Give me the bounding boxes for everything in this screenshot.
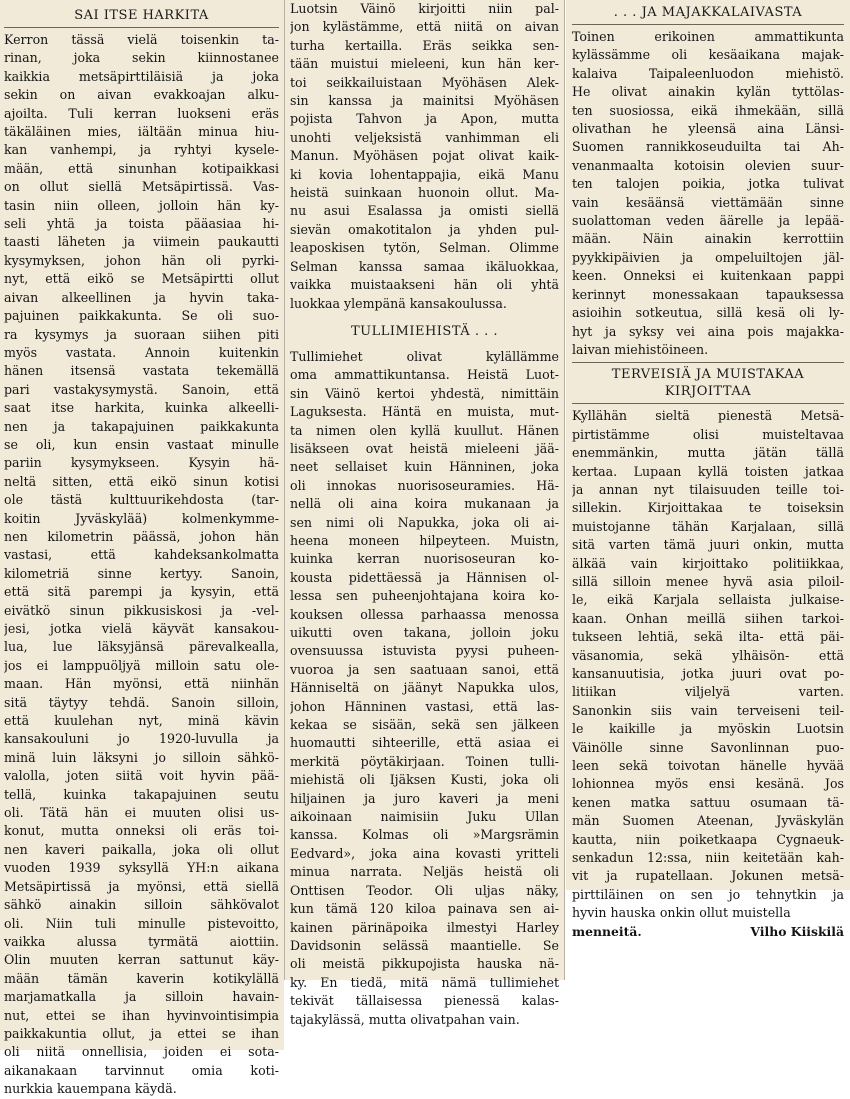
text-line: sievän omakotitalon ja yhden pul- (290, 221, 559, 237)
text-line: sitä varten tämä juuri onkin, mutta (572, 537, 844, 553)
text-line: mään, että sinunhan kotipaikkasi (4, 160, 279, 176)
article-text (290, 348, 559, 1029)
text-line: konut, mutta onneksi oli eräs toi- (4, 823, 279, 839)
text-line: sekin on aivan evakkoajan alku- (4, 87, 279, 103)
text-line: sin Väinö kertoi yhdestä, nimittäin (290, 385, 559, 401)
text-line: aivan alkeellinen ja hyvin taka- (4, 289, 279, 305)
text-line: pajuinen paikkakunta. Se oli suo- (4, 308, 279, 324)
text-line: ky. En tiedä, mitä nämä tullimiehet (290, 974, 559, 990)
text-line: rinan, joka sekin kiinnostanee (4, 50, 279, 66)
text-line: kautta, niin poiketkaapa Cygnaeuk- (572, 831, 844, 847)
text-line: pariin kysymykseen. Kysyin hä- (4, 455, 279, 471)
text-line: oli meistä pikkupojista hauska nä- (290, 956, 559, 972)
text-line: Väinölle sinne Savonlinnan puo- (572, 739, 844, 755)
text-line: Manun. Myöhäsen pojat olivat kaik- (290, 148, 559, 164)
text-line: ta nimen olen kyllä kuullut. Hänen (290, 422, 559, 438)
text-line: nen kaveri paikalla, joka oli ollut (4, 841, 279, 857)
text-line: ten suosiossa, eikä ihmekään, sillä (572, 102, 844, 118)
text-line: kun tämä 120 kiloa painava sen ai- (290, 901, 559, 917)
text-line: tekivät tällaisessa pienessä kalas- (290, 993, 559, 1009)
text-line: koitin Jyväskylää) kolmenkymme- (4, 510, 279, 526)
text-line: Hänniseltä on jäänyt Napukka ulos, (290, 680, 559, 696)
text-line: taasti läheten ja viimein paukautti (4, 234, 279, 250)
heading-rule (572, 24, 844, 25)
text-line: venanmaalta kotoisin olevien suur- (572, 157, 844, 173)
text-line: jos ei lamppuöljyä milloin satu ole- (4, 657, 279, 673)
text-line: uikutti oven takana, jolloin joku (290, 625, 559, 640)
text-line: leen sekä toivotan hänelle hyvää (572, 758, 844, 774)
text-line: myös vastata. Annoin kuitenkin (4, 344, 279, 360)
text-line: mään tämän kaverin kotikylällä (4, 970, 279, 986)
article-text (4, 31, 279, 1099)
text-line: oli. Tätä hän ei muuten olisi us- (4, 805, 279, 821)
text-line: kertaa. Lupaan kyllä toisten jatkaa (572, 463, 844, 479)
text-line: saat itse harkita, kuinka alkeelli- (4, 400, 279, 416)
text-line: laivan miehistöineen. (572, 341, 709, 357)
text-line: vit ja rupatellaan. Jokunen metsä- (572, 868, 844, 884)
text-line: aikoinaan naimisiin Juku Ullan (290, 809, 559, 825)
text-line: pari vastakysymystä. Sanoin, että (4, 381, 279, 397)
text-line: kousta pidettäessä ja Hännisen ol- (290, 569, 559, 585)
text-line: kaan. Onhan meillä siihen tarkoi- (572, 610, 844, 626)
text-line: oli innokas nuorisoseuramies. Hä- (290, 477, 559, 493)
text-line: nen ja takapajuinen paikkakunta (4, 418, 279, 434)
text-line: maan. Hän myönsi, että niinhän (4, 676, 279, 692)
text-line: olivathan he yleensä aina Länsi- (572, 121, 844, 137)
column-3 (566, 0, 850, 939)
text-line: Eedvard», joka aina kovasti yritteli (290, 845, 559, 861)
text-line: le kaikille ja myöskin Luotsin (572, 721, 844, 737)
text-line: ten talojen poikia, jotka tulivat (572, 176, 844, 192)
text-line: Davidsonin selässä maantielle. Se (290, 937, 559, 953)
text-line: tukseen lehtiä, sekä ilta- että päi- (572, 629, 844, 645)
text-line: hyt ja syksy vei aina pois majakka- (572, 323, 844, 339)
text-line: hyvin hauska onkin ollut muistella (572, 905, 791, 921)
text-line: tasin niin olleen, jolloin hän ky- (4, 197, 279, 213)
text-line: neet sellaiset kuin Hänninen, joka (290, 459, 559, 475)
text-line: valolla, joten siitä voit hyvin pää- (4, 768, 279, 784)
text-line: ajoilta. Tuli kerran luokseni eräs (4, 105, 279, 121)
text-line: vaikka muistaakseni hän oli yhtä (290, 277, 559, 293)
text-line: senkadun 12:ssa, niin keitetään kah- (572, 850, 844, 866)
text-line: oma ammattikuntansa. Heistä Luot- (290, 367, 559, 383)
heading-rule (4, 27, 279, 28)
section-heading: TULLIMIEHISTÄ . . . (351, 323, 498, 339)
text-line: nyt, että eikö se Metsäpirtti ollut (4, 271, 279, 287)
text-line: Toinen erikoinen ammattikunta (572, 29, 844, 44)
text-line: jesi, jotka vielä käyvät kansakou- (4, 621, 279, 636)
text-line: marjamatkalla ja silloin havain- (4, 989, 279, 1005)
text-line: minä luin läksyni jo silloin sähkö- (4, 749, 279, 765)
text-line: vaikka alussa tyrmätä aiottiin. (4, 933, 279, 949)
text-line: ovensuussa istuvista pyysi puheen- (290, 643, 559, 659)
text-line: väsanomia, sekä ylhäisön- että (572, 647, 844, 663)
text-line: aikanakaan tarvinnut omia koti- (4, 1062, 279, 1078)
text-line: huomautti sihteerille, että asiaa ei (290, 735, 559, 751)
text-line: Kerron tässä vielä toisenkin ta- (4, 32, 279, 47)
signature-lead: menneitä. (572, 923, 642, 939)
text-line: mään. Näin ainakin kerrottiin (572, 231, 844, 247)
text-line: le, eikä Karjala sellaista julkaise- (572, 592, 844, 608)
text-line: toi seikkailuistaan Myöhäsen Alek- (290, 74, 559, 90)
text-line: pojista Tahvon ja Apon, mutta (290, 111, 559, 127)
text-line: hänen itsensä vastata tekemällä (4, 363, 279, 379)
text-line: asioihin sotkeutua, sillä kesä oli ly- (572, 305, 844, 321)
text-line: vuoroa ja sen saatuaan sanoi, että (290, 661, 559, 677)
text-line: johon Hänninen vastasi, että las- (290, 698, 559, 714)
text-line: män Suomen Ateenan, Jyväskylän (572, 813, 844, 829)
text-line: sin kanssa ja mainitsi Myöhäsen (290, 93, 559, 109)
text-line: turha kertailla. Eräs seikka sen- (290, 37, 559, 53)
text-line: pirtistämme olisi muisteltavaa (572, 426, 844, 442)
text-line: ra kysymys ja suoraan siihen piti (4, 326, 279, 342)
text-line: tellä, kuinka takapajuinen seutu (4, 786, 279, 802)
text-line: oli. Niin tuli minulle pistevoitto, (4, 915, 279, 931)
text-line: leaposkisen tytön, Selman. Olimme (290, 240, 559, 256)
text-line: Suomen rannikkoseuduilta tai Ah- (572, 139, 844, 155)
text-line: kaikkia metsäpirttiläisiä ja joka (4, 68, 279, 84)
text-line: nen kilometrin päässä, johon hän (4, 528, 279, 544)
text-line: muistojanne tähän Karjalaan, sillä (572, 518, 844, 534)
text-line: ki kovia lohentappajia, eikä Manu (290, 166, 559, 182)
text-line: vastasi, että kahdeksankolmatta (4, 547, 279, 563)
text-line: minua narrata. Neljäs heistä oli (290, 864, 559, 880)
text-line: sillä silloin menee hyvä asia piloil- (572, 573, 844, 589)
text-line: nurkkia kauempana käydä. (4, 1081, 177, 1097)
text-line: kansanuutisia, jotka juuri ovat po- (572, 666, 844, 681)
text-line: suolattoman veden äärelle ja lepää- (572, 213, 844, 229)
text-line: ole tästä kulttuurikehdosta (tar- (4, 492, 279, 508)
text-line: kysymyksen, johon hän oli pyrki- (4, 252, 279, 268)
text-line: tään muistui mieleeni, kun hän ker- (290, 56, 559, 72)
text-line: litiikan viljelyä varten. (572, 684, 844, 700)
text-line: Sanonkin siis vain terveiseni teil- (572, 702, 844, 718)
text-line: seli yhtä ja toista pääasiaa hi- (4, 216, 279, 232)
text-line: Kyllähän sieltä pienestä Metsä- (572, 408, 844, 424)
text-line: kouksen ollessa parhaassa menossa (290, 606, 559, 622)
article-text (572, 407, 844, 922)
text-line: heistä suinkaan huonoin ollut. Ma- (290, 185, 559, 201)
text-line: hiljainen ja juro kaveri ja meni (290, 790, 559, 806)
text-line: keen. Onneksi ei kuitenkaan pappi (572, 268, 844, 284)
text-line: ja annan nyt tilaisuuden teille toi- (572, 481, 844, 497)
text-line: nut, ettei se ihan hyvinvointisimpia (4, 1007, 279, 1023)
text-line: älkää vain kirjoittako politiikkaa, (572, 555, 844, 571)
text-line: kainen pärinäpoika ilmestyi Harley (290, 919, 559, 935)
text-line: kylässämme oli kesäaikana majak- (572, 47, 844, 63)
text-line: enemmänkin, mutta jätän tällä (572, 445, 844, 461)
text-line: pirttiläinen on sen jo tehnytkin ja (572, 886, 844, 902)
section-rule (572, 362, 844, 363)
column-1 (0, 0, 284, 1097)
text-line: nellä oli aina koira mukanaan ja (290, 496, 559, 512)
text-line: kuinka kerran nuorisoseuran ko- (290, 551, 559, 567)
text-line: että sitä parempi ja kysyin, että (4, 584, 279, 600)
column-2 (284, 0, 565, 1027)
text-line: sillekin. Kirjoittakaa te toiseksin (572, 500, 844, 516)
text-line: Luotsin Väinö kirjoitti niin pal- (290, 1, 559, 16)
text-line: lohionnea myös ensi kesänä. Jos (572, 776, 844, 792)
text-line: vuoden 1939 syksyllä YH:n aikana (4, 860, 279, 876)
text-line: eivätkö sinun pikkusiskosi ja -vel- (4, 602, 279, 618)
text-line: lisäkseen ovat heistä mieleeni jää- (290, 440, 559, 456)
text-line: kilometriä sinne kertyy. Sanoin, (4, 565, 279, 581)
text-line: täkäläinen mies, iältään minua hiu- (4, 124, 279, 140)
section-heading: TERVEISIÄ JA MUISTAKAA KIRJOITTAA (611, 367, 805, 400)
text-line: miehistä oli Ijäksen Kusti, joka oli (290, 772, 559, 788)
text-line: kekaa se sisään, sekä sen jälkeen (290, 717, 559, 733)
text-line: Laguksesta. Häntä en muista, mut- (290, 404, 559, 420)
heading-rule (572, 403, 844, 404)
text-line: neltä sitten, että eikö sinun kotisi (4, 473, 279, 489)
text-line: Onttisen Teodor. Oli uljas näky, (290, 882, 559, 898)
text-line: kalaiva Taipaleenluodon miehistö. (572, 65, 844, 81)
author-name: Vilho Kiiskilä (750, 923, 844, 939)
text-line: sähkö ainakin silloin sähkövalot (4, 897, 279, 913)
text-line: heena moneen hilpeyteen. Muistn, (290, 532, 559, 548)
text-line: luokkaa ylempänä kansakoulussa. (290, 295, 507, 311)
text-line: tajakylässä, mutta olivatpahan vain. (290, 1011, 520, 1027)
text-line: on ollut siellä Metsäpirtissä. Vas- (4, 179, 279, 195)
text-line: sitä täytyy tehdä. Sanoin silloin, (4, 694, 279, 710)
text-line: lessa sen puheenjohtajana koira ko- (290, 588, 559, 604)
section-heading: . . . JA MAJAKKALAIVASTA (613, 5, 803, 20)
text-line: oli niitä onnellisia, joiden ei sota- (4, 1044, 279, 1060)
text-line: pyykkipäivien ja ompeluiltojen jäl- (572, 249, 844, 265)
text-line: vain kesäänsä viettämään sinne (572, 194, 844, 210)
text-line: lua, lue läksyjänsä pärevalkealla, (4, 639, 279, 655)
text-line: Metsäpirtissä ja myönsi, että siellä (4, 878, 279, 894)
text-line: unohti veljeksistä vanhimman eli (290, 129, 559, 145)
text-line: että kuulehan nyt, minä kävin (4, 713, 279, 729)
text-line: Tullimiehet olivat kylällämme (290, 348, 559, 364)
text-line: kenen matka sattuu osumaan tä- (572, 794, 844, 810)
text-line: paikkakuntia ollut, ja ettei se ihan (4, 1025, 279, 1041)
text-line: sen nimi oli Napukka, joka oli ai- (290, 514, 559, 530)
text-line: He olivat ainakin kylän tyttölas- (572, 84, 844, 100)
text-line: kan vanhempi, ja ryhtyi kysele- (4, 142, 279, 158)
text-line: Olin muuten kerran sattunut käy- (4, 952, 279, 968)
text-line: Selman kanssa samaa ikäluokkaa, (290, 258, 559, 274)
text-line: kerinnyt monessakaan tapauksessa (572, 286, 844, 302)
text-line: kanssa. Kolmas oli »Margsrämin (290, 827, 559, 843)
text-line: se oli, kun ensin vastaat minulle (4, 436, 279, 452)
text-line: nu asui Esalassa ja omisti siellä (290, 203, 559, 219)
article-text (572, 28, 844, 359)
article-text (290, 0, 559, 313)
section-heading: SAI ITSE HARKITA (74, 8, 209, 23)
text-line: kansakouluni jo 1920-luvulla ja (4, 731, 279, 747)
text-line: jon kylästämme, että niitä on aivan (290, 19, 559, 35)
text-line: merkitä pöytäkirjaan. Toinen tulli- (290, 753, 559, 769)
